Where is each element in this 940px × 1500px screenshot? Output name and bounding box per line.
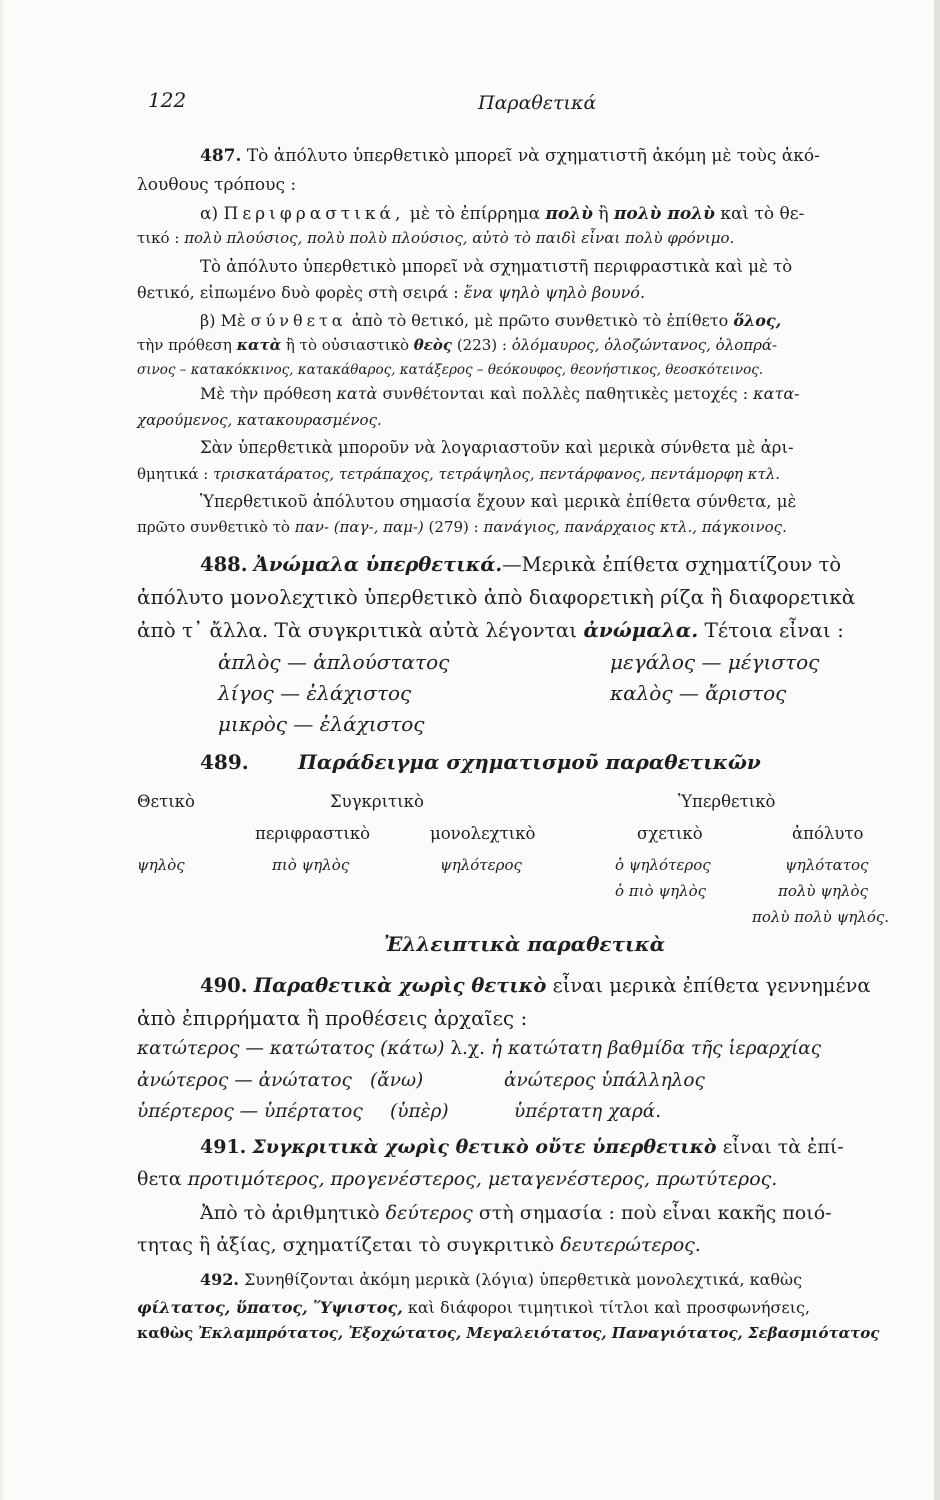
irregular-pair: μεγάλος — μέγιστος (610, 650, 820, 674)
section-490-row-2b: (ἄνω) (370, 1070, 424, 1091)
section-487-line-7: β) Μὲ σύνθετα ἀπὸ τὸ θετικό, μὲ πρῶτο συνθετικὸ τὸ ἐπίθετο ὅλος, (200, 311, 782, 330)
irregular-pair: καλὸς — ἄριστος (610, 681, 787, 705)
section-488-line-2: ἀπόλυτο μονολεχτικὸ ὑπερθετικὸ ἀπὸ διαφορετικὴ ρίζα ἢ διαφορετικὰ (137, 585, 856, 609)
section-487-line-6: θετικό, εἰπωμένο δυὸ φορὲς στὴ σειρά : ἕνα ψηλὸ ψηλὸ βουνό. (137, 283, 646, 302)
section-title: Συγκριτικὰ χωρὶς θετικὸ οὔτε ὑπερθετικὸ (252, 1136, 717, 1158)
section-487-line-9: σινος – κατακόκκινος, κατακάθαρος, κατάξερος – θεόκουφος, θεονήστικος, θεοσκότεινος. (137, 362, 764, 378)
table-cell: ὁ πιὸ ψηλὸς (615, 882, 707, 900)
section-490-row-3a: ὑπέρτερος — ὑπέρτατος (137, 1101, 363, 1122)
section-487-line-1: 487. Τὸ ἀπόλυτο ὑπερθετικὸ μπορεῖ νὰ σχηματιστῆ ἀκόμη μὲ τοὺς ἀκό- (200, 146, 820, 166)
section-487-line-8: τὴν πρόθεση κατὰ ἢ τὸ οὐσιαστικὸ θεὸς (223) : ὁλόμαυρος, ὁλοζώντανος, ὁλοπρά- (137, 336, 778, 354)
irregular-pair: λίγος — ἐλάχιστος (218, 681, 412, 705)
section-487-line-15: πρῶτο συνθετικὸ τὸ παν- (παγ-, παμ-) (279) : πανάγιος, πανάρχαιος κτλ., πάγκοινος. (137, 518, 787, 536)
section-487-line-13: θμητικά : τρισκατάρατος, τετράπαχος, τετράψηλος, πεντάρφανος, πεντάμορφη κτλ. (137, 465, 781, 483)
section-title: Ἀνώμαλα ὑπερθετικά. (253, 553, 503, 576)
section-490-line-1: 490. Παραθετικὰ χωρὶς θετικὸ εἶναι μερικὰ ἐπίθετα γεννημένα (200, 974, 871, 997)
subsection-title: Ἐλλειπτικὰ παραθετικὰ (384, 932, 666, 956)
section-488-line-1: 488. Ἀνώμαλα ὑπερθετικά.—Μερικὰ ἐπίθετα σχηματίζουν τὸ (200, 553, 842, 576)
section-487-line-3: α) Περιφραστικά, μὲ τὸ ἐπίρρημα πολὺ ἢ πολὺ πολὺ καὶ τὸ θε- (200, 204, 805, 224)
section-490-row-3c: ὑπέρτατη χαρά. (514, 1101, 662, 1122)
section-number: 492. (200, 1270, 239, 1289)
table-subheader: μονολεχτικὸ (430, 824, 536, 843)
section-487-line-12: Σὰν ὑπερθετικὰ μποροῦν νὰ λογαριαστοῦν καὶ μερικὰ σύνθετα μὲ ἀρι- (200, 438, 794, 457)
section-487-line-2: λουθους τρόπους : (137, 175, 297, 195)
section-490-row-3b: (ὑπὲρ) (390, 1101, 449, 1122)
section-number: 488. (200, 553, 248, 576)
table-cell: πολὺ ψηλὸς (778, 882, 868, 900)
section-number: 489. (200, 750, 249, 774)
section-number: 487. (200, 146, 242, 166)
section-487-line-5: Τὸ ἀπόλυτο ὑπερθετικὸ μπορεῖ νὰ σχηματιστῆ περιφραστικὰ καὶ μὲ τὸ (200, 257, 793, 276)
section-492-line-1: 492. Συνηθίζονται ἀκόμη μερικὰ (λόγια) ὑπερθετικὰ μονολεχτικά, καθὼς (200, 1270, 803, 1289)
page-right-edge (934, 0, 940, 1500)
table-header: Συγκριτικὸ (330, 792, 424, 811)
section-490-line-2: ἀπὸ ἐπιρρήματα ἢ προθέσεις ἀρχαῖες : (137, 1006, 528, 1030)
section-487-line-14: Ὑπερθετικοῦ ἀπόλυτου σημασία ἔχουν καὶ μερικὰ ἐπίθετα σύνθετα, μὲ (200, 492, 797, 511)
table-cell: ψηλότατος (785, 856, 869, 874)
section-490-row-2c: ἀνώτερος ὑπάλληλος (504, 1070, 705, 1091)
page-left-edge (0, 0, 3, 1500)
section-488-line-3: ἀπὸ τ᾽ ἄλλα. Τὰ συγκριτικὰ αὐτὰ λέγονται ἀνώμαλα. Τέτοια εἶναι : (137, 618, 844, 642)
table-cell: πολὺ πολὺ ψηλός. (752, 908, 890, 926)
table-subheader: περιφραστικὸ (255, 824, 371, 843)
table-cell: πιὸ ψηλὸς (272, 856, 350, 874)
section-490-row-1: κατώτερος — κατώτατος (κάτω) λ.χ. ἡ κατώτατη βαθμίδα τῆς ἱεραρχίας (137, 1038, 822, 1059)
table-header: Ὑπερθετικὸ (678, 792, 776, 811)
section-487-line-11: χαρούμενος, κατακουρασμένος. (137, 411, 382, 429)
section-487-line-4: τικό : πολὺ πλούσιος, πολὺ πολὺ πλούσιος, αὐτὸ τὸ παιδὶ εἶναι πολὺ φρόνιμο. (137, 229, 735, 247)
table-subheader: ἀπόλυτο (792, 824, 864, 843)
section-title: Παραθετικὰ χωρὶς θετικὸ (253, 974, 547, 997)
section-491-line-2: θετα προτιμότερος, προγενέστερος, μεταγενέστερος, πρωτύτερος. (137, 1168, 778, 1190)
table-cell: ψηλὸς (137, 856, 185, 874)
page-number: 122 (148, 88, 187, 112)
irregular-pair: ἁπλὸς — ἁπλούστατος (218, 650, 450, 674)
table-cell: ψηλότερος (440, 856, 522, 874)
section-492-line-3: καθὼς Ἐκλαμπρότατος, Ἐξοχώτατος, Μεγαλειότατος, Παναγιότατος, Σεβασμιότατος (137, 1324, 880, 1342)
running-title: Παραθετικά (478, 92, 597, 114)
irregular-pair: μικρὸς — ἐλάχιστος (218, 712, 425, 736)
section-number: 490. (200, 974, 248, 997)
section-489-heading (200, 750, 249, 774)
table-cell: ὁ ψηλότερος (615, 856, 711, 874)
table-header: Θετικὸ (137, 792, 195, 811)
section-487-line-10: Μὲ τὴν πρόθεση κατὰ συνθέτονται καὶ πολλὲς παθητικὲς μετοχές : κατα- (200, 384, 800, 403)
section-number: 491. (200, 1136, 247, 1158)
table-subheader: σχετικὸ (637, 824, 703, 843)
section-491-line-4: τητας ἢ ἀξίας, σχηματίζεται τὸ συγκριτικὸ δευτερώτερος. (137, 1234, 701, 1256)
section-title: Παράδειγμα σχηματισμοῦ παραθετικῶν (298, 750, 761, 774)
section-491-line-1: 491. Συγκριτικὰ χωρὶς θετικὸ οὔτε ὑπερθετικὸ εἶναι τὰ ἐπί- (200, 1136, 844, 1158)
section-490-row-2a: ἀνώτερος — ἀνώτατος (137, 1070, 352, 1091)
section-491-line-3: Ἀπὸ τὸ ἀριθμητικὸ δεύτερος στὴ σημασία : ποὺ εἶναι κακῆς ποιό- (200, 1202, 832, 1224)
section-492-line-2: φίλτατος, ὕπατος, Ὕψιστος, καὶ διάφοροι τιμητικοὶ τίτλοι καὶ προσφωνήσεις, (137, 1298, 811, 1317)
